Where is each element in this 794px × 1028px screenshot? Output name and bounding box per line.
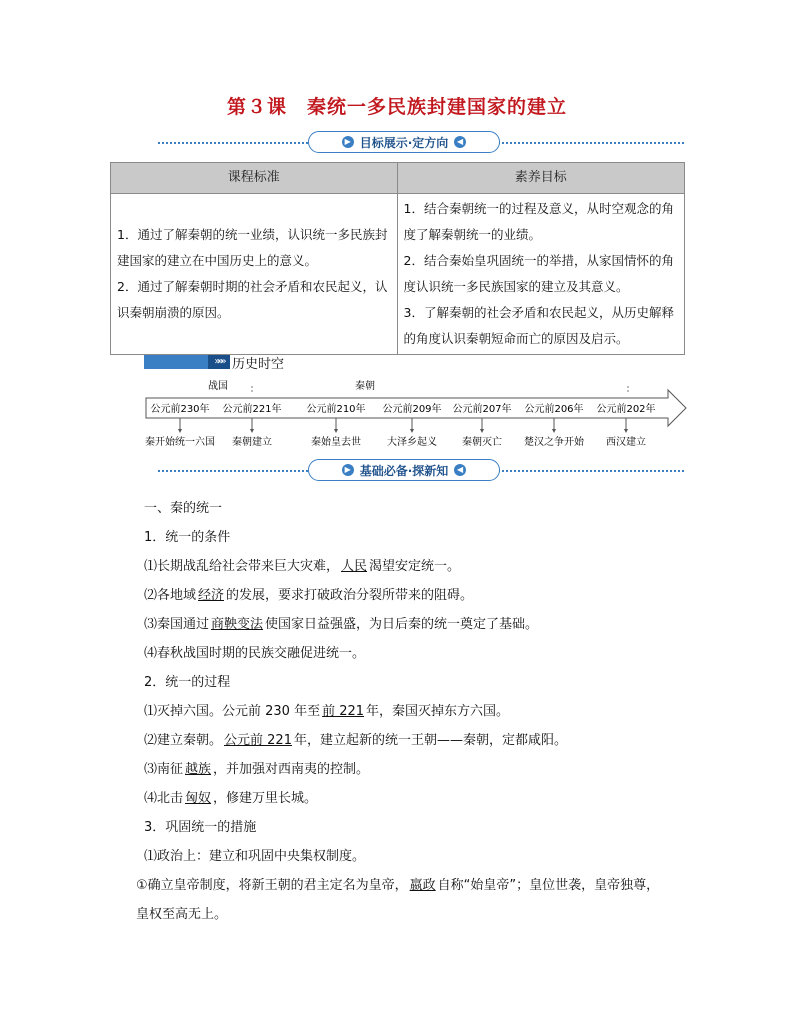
timeline-event: 秦朝灭亡: [462, 437, 502, 448]
arrow-right-icon: ▶: [342, 464, 354, 476]
period-label: 秦朝: [355, 381, 375, 392]
timeline-date: 公元前230年: [150, 404, 210, 415]
blank-answer: 商鞅变法: [211, 617, 264, 632]
timeline-tick-arrow: [178, 429, 182, 433]
heading-bar: [144, 355, 208, 369]
blank-answer: 人民: [341, 559, 368, 574]
history-heading: [144, 354, 284, 370]
content-line: ⑷春秋战国时期的民族交融促进统一。: [144, 646, 366, 661]
content-line: ⑴政治上：建立和巩固中央集权制度。: [144, 849, 366, 864]
content-line: ⑶秦国通过 商鞅变法 使国家日益强盛，为日后秦的统一奠定了基础。: [144, 617, 539, 632]
timeline-tick-arrow: [410, 429, 414, 433]
standards-table: [110, 162, 685, 355]
timeline-date: 公元前207年: [452, 404, 512, 415]
timeline-event: 秦朝建立: [232, 437, 272, 448]
blank-answer: 公元前 221: [224, 733, 292, 748]
timeline-date: 公元前210年: [306, 404, 366, 415]
table-header-standard: 课程标准: [111, 163, 398, 194]
content-line: ⑶南征 越族 ，并加强对西南夷的控制。: [144, 762, 370, 777]
standard-item: 2．通过了解秦朝时期的社会矛盾和农民起义，认识秦朝崩溃的原因。: [117, 279, 388, 320]
arrow-right-icon: ▶: [342, 136, 354, 148]
timeline-date: 公元前209年: [382, 404, 442, 415]
content-line: ⑴长期战乱给社会带来巨大灾难， 人民 渴望安定统一。: [144, 559, 461, 574]
timeline-event: 西汉建立: [606, 437, 646, 448]
timeline-event: 秦开始统一六国: [145, 437, 215, 448]
timeline-event: 楚汉之争开始: [524, 437, 584, 448]
goal-cell: [397, 194, 685, 355]
standard-cell: [111, 194, 398, 355]
subheading: 3．巩固统一的措施: [144, 820, 257, 835]
timeline: [140, 378, 690, 450]
timeline-date: 公元前202年: [596, 404, 656, 415]
content-line: ⑵各地域 经济 的发展，要求打破政治分裂所带来的阻碍。: [144, 588, 474, 603]
banner-text: 目标展示·定方向: [359, 135, 449, 150]
section-heading: 一、秦的统一: [144, 501, 223, 516]
timeline-event: 大泽乡起义: [387, 437, 437, 448]
timeline-tick-arrow: [552, 429, 556, 433]
history-label: 历史时空: [232, 356, 285, 372]
blank-answer: 越族: [185, 762, 212, 777]
arrow-left-icon: ▶: [454, 136, 466, 148]
timeline-tick-arrow: [334, 429, 338, 433]
arrow-left-icon: ▶: [454, 464, 466, 476]
blank-answer: 经济: [198, 588, 225, 603]
blank-answer: 匈奴: [185, 791, 212, 806]
blank-answer: 前 221: [322, 704, 365, 719]
banner-pill: [308, 459, 500, 481]
subheading: 1．统一的条件: [144, 530, 231, 545]
page-title: 第３课 秦统一多民族封建国家的建立: [226, 96, 567, 118]
chevron-icon: »»»: [208, 355, 230, 369]
goal-item: 1．结合秦朝统一的过程及意义，从时空观念的角度了解秦朝统一的业绩。: [403, 201, 674, 242]
content-line: ⑴灭掉六国。公元前 230 年至 前 221 年，秦国灭掉东方六国。: [144, 704, 510, 719]
section-banner-goals: [158, 130, 684, 154]
timeline-tick-arrow: [250, 429, 254, 433]
content-line: ⑵建立秦朝。 公元前 221 年，建立起新的统一王朝——秦朝，定都咸阳。: [144, 733, 567, 748]
section-banner-basics: [158, 458, 684, 482]
banner-pill: [308, 131, 500, 153]
timeline-date: 公元前206年: [524, 404, 584, 415]
table-header-goals: 素养目标: [397, 163, 685, 194]
timeline-tick-arrow: [480, 429, 484, 433]
subheading: 2．统一的过程: [144, 675, 231, 690]
timeline-tick-arrow: [624, 429, 628, 433]
blank-answer: 嬴政: [409, 878, 436, 893]
content-body: [136, 494, 664, 929]
period-label: 战国: [208, 381, 228, 392]
content-line: ①确立皇帝制度，将新王朝的君主定名为皇帝， 嬴政 自称“始皇帝”；皇位世袭，皇帝独尊，皇权至高无上。: [136, 878, 660, 922]
goal-item: 2．结合秦始皇巩固统一的举措，从家国情怀的角度认识统一多民族国家的建立及其意义。: [403, 253, 674, 294]
goal-item: 3．了解秦朝的社会矛盾和农民起义，从历史解释的角度认识秦朝短命而亡的原因及启示。: [403, 305, 674, 346]
standard-item: 1．通过了解秦朝的统一业绩，认识统一多民族封建国家的建立在中国历史上的意义。: [117, 227, 388, 268]
content-line: ⑷北击 匈奴 ，修建万里长城。: [144, 791, 318, 806]
banner-text: 基础必备·探新知: [359, 463, 449, 478]
timeline-event: 秦始皇去世: [311, 437, 361, 448]
timeline-date: 公元前221年: [222, 404, 282, 415]
